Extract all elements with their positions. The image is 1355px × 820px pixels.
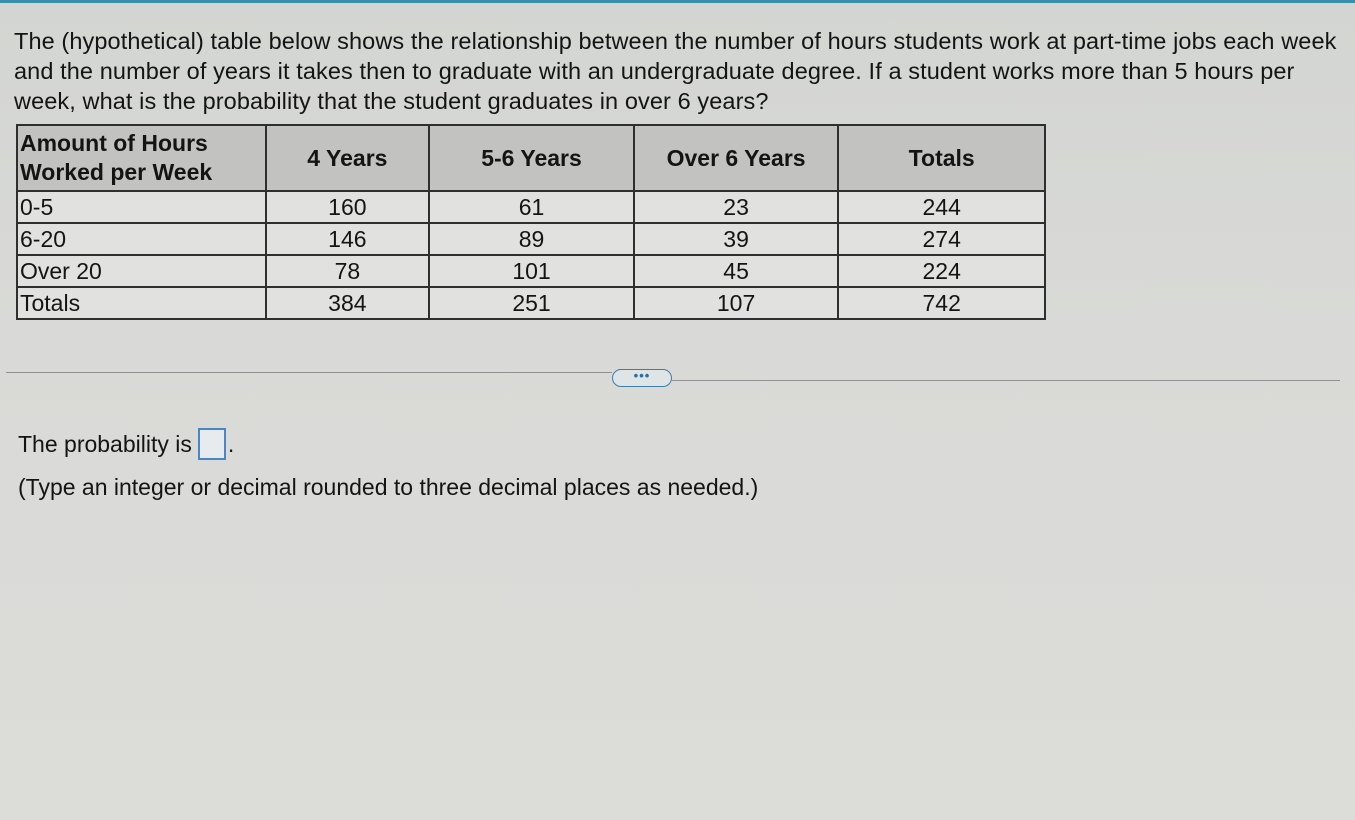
- row-label: Totals: [17, 287, 266, 319]
- header-4-years: 4 Years: [266, 125, 430, 191]
- data-table: [16, 124, 1046, 320]
- table-cell: 107: [634, 287, 839, 319]
- table-row: [17, 191, 1045, 223]
- table-cell: 146: [266, 223, 430, 255]
- table-cell: 384: [266, 287, 430, 319]
- answer-suffix: .: [227, 430, 235, 457]
- table-cell: 45: [634, 255, 839, 287]
- expand-more-button[interactable]: •••: [612, 369, 672, 387]
- table-cell: 89: [429, 223, 634, 255]
- table-row: [17, 223, 1045, 255]
- table-cell: 61: [429, 191, 634, 223]
- table-cell: 251: [429, 287, 634, 319]
- table-cell: 742: [838, 287, 1045, 319]
- answer-prefix: The probability is: [18, 430, 192, 457]
- question-text: The (hypothetical) table below shows the relationship between the number of hours students work at part-time jobs each week and the number of years it takes then to graduate with an undergraduate degree. If a student works more than 5 hours per week, what is the probability that the student graduates in over 6 years?: [14, 28, 1337, 114]
- table-cell: 78: [266, 255, 430, 287]
- probability-answer-input[interactable]: [198, 428, 226, 460]
- table-cell: 23: [634, 191, 839, 223]
- table-row: [17, 255, 1045, 287]
- table-row: [17, 287, 1045, 319]
- header-totals: Totals: [838, 125, 1045, 191]
- row-label: Over 20: [17, 255, 266, 287]
- answer-line: [18, 428, 234, 460]
- row-label: 0-5: [17, 191, 266, 223]
- table-cell: 224: [838, 255, 1045, 287]
- top-accent-bar: [0, 0, 1355, 3]
- table-cell: 274: [838, 223, 1045, 255]
- row-label: 6-20: [17, 223, 266, 255]
- answer-hint: (Type an integer or decimal rounded to three decimal places as needed.): [18, 474, 759, 500]
- header-over-6-years: Over 6 Years: [634, 125, 839, 191]
- table-header-row: [17, 125, 1045, 191]
- table-cell: 101: [429, 255, 634, 287]
- table-cell: 244: [838, 191, 1045, 223]
- header-5-6-years: 5-6 Years: [429, 125, 634, 191]
- table-cell: 39: [634, 223, 839, 255]
- section-divider-right: [672, 380, 1340, 381]
- section-divider-left: [6, 372, 612, 373]
- table-cell: 160: [266, 191, 430, 223]
- header-hours-worked: Amount of Hours Worked per Week: [17, 125, 266, 191]
